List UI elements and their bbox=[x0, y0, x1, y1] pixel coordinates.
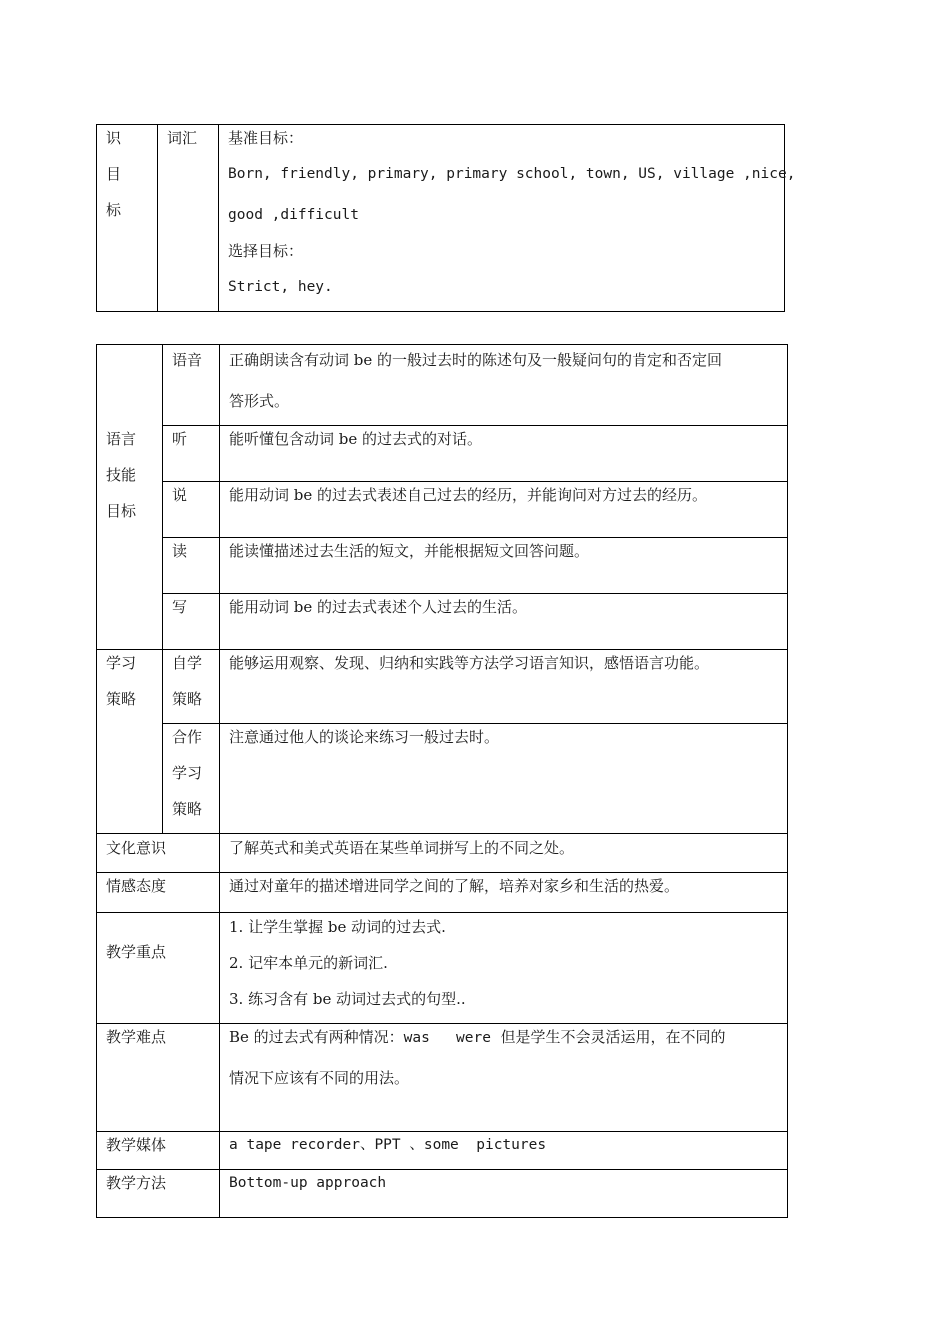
difficulties-text-prefix: Be 的过去式有两种情况： bbox=[229, 1028, 404, 1046]
basic-target-label: 基准目标： bbox=[228, 129, 304, 147]
cooperative-label: 学习 bbox=[172, 764, 203, 782]
method-label: 教学方法 bbox=[106, 1174, 167, 1192]
culture-label: 文化意识 bbox=[106, 839, 167, 857]
writing-text: 能用动词 be 的过去式表述个人过去的生活。 bbox=[229, 598, 528, 616]
difficulties-text bbox=[229, 1027, 726, 1048]
media-label: 教学媒体 bbox=[106, 1136, 167, 1154]
difficulties-text-suffix: 但是学生不会灵活运用，在不同的 bbox=[490, 1028, 726, 1046]
key-point-item: 1. 让学生掌握 be 动词的过去式. bbox=[229, 918, 446, 936]
pronunciation-label: 语音 bbox=[172, 351, 203, 369]
pronunciation-text: 答形式。 bbox=[229, 392, 290, 410]
strategy-group-label: 学习 bbox=[106, 654, 137, 672]
culture-text: 了解英式和美式英语在某些单词拼写上的不同之处。 bbox=[229, 839, 575, 857]
self-study-text: 能够运用观察、发现、归纳和实践等方法学习语言知识，感悟语言功能。 bbox=[229, 654, 710, 672]
strategy-group-label: 策略 bbox=[106, 690, 137, 708]
skills-group-label: 技能 bbox=[106, 466, 137, 484]
listening-label: 听 bbox=[172, 430, 188, 448]
key-point-item: 3. 练习含有 be 动词过去式的句型.. bbox=[229, 990, 466, 1008]
emotion-text: 通过对童年的描述增进同学之间的了解，培养对家乡和生活的热爱。 bbox=[229, 877, 680, 895]
key-points-label: 教学重点 bbox=[106, 943, 167, 961]
speaking-text: 能用动词 be 的过去式表述自己过去的经历，并能询问对方过去的经历。 bbox=[229, 486, 708, 504]
optional-target-label: 选择目标： bbox=[228, 242, 304, 260]
pronunciation-text: 正确朗读含有动词 be 的一般过去时的陈述句及一般疑问句的肯定和否定回 bbox=[229, 351, 723, 369]
vocabulary-line: Born, friendly, primary, primary school, town, US, village ,nice, bbox=[228, 166, 796, 182]
self-study-label: 策略 bbox=[172, 690, 203, 708]
listening-text: 能听懂包含动词 be 的过去式的对话。 bbox=[229, 430, 483, 448]
knowledge-target-char: 标 bbox=[106, 201, 122, 219]
optional-words: Strict, hey. bbox=[228, 279, 333, 295]
key-point-item: 2. 记牢本单元的新词汇. bbox=[229, 954, 388, 972]
knowledge-target-char: 识 bbox=[106, 129, 122, 147]
difficulties-words: was were bbox=[403, 1030, 491, 1046]
vocabulary-line: good ,difficult bbox=[228, 207, 359, 223]
skills-group-label: 语言 bbox=[106, 430, 137, 448]
knowledge-target-char: 目 bbox=[106, 165, 122, 183]
method-text: Bottom-up approach bbox=[229, 1175, 387, 1191]
self-study-label: 自学 bbox=[172, 654, 203, 672]
emotion-label: 情感态度 bbox=[106, 877, 167, 895]
skills-group-label: 目标 bbox=[106, 502, 137, 520]
cooperative-label: 策略 bbox=[172, 800, 203, 818]
cooperative-label: 合作 bbox=[172, 728, 203, 746]
speaking-label: 说 bbox=[172, 486, 188, 504]
writing-label: 写 bbox=[172, 598, 188, 616]
reading-label: 读 bbox=[172, 542, 188, 560]
media-text: a tape recorder、PPT 、some pictures bbox=[229, 1137, 547, 1153]
cooperative-text: 注意通过他人的谈论来练习一般过去时。 bbox=[229, 728, 500, 746]
reading-text: 能读懂描述过去生活的短文，并能根据短文回答问题。 bbox=[229, 542, 590, 560]
difficulties-text: 情况下应该有不同的用法。 bbox=[229, 1069, 410, 1087]
vocabulary-category: 词汇 bbox=[167, 129, 198, 147]
difficulties-label: 教学难点 bbox=[106, 1028, 167, 1046]
